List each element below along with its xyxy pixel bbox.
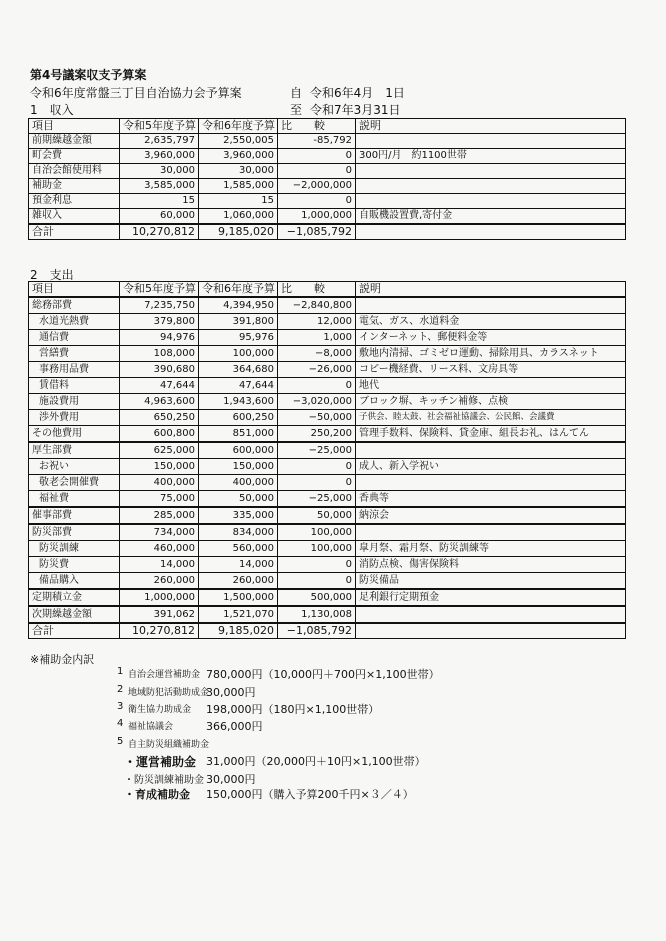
document-title: 第4号議案収支予算案: [30, 68, 147, 82]
difference: -85,792: [278, 134, 356, 149]
r6-budget: 1,500,000: [199, 589, 278, 606]
difference: 0: [278, 475, 356, 491]
expense-section-label: 2 支出: [30, 268, 74, 282]
document-subtitle: 令和6年度常盤三丁目自治協力会予算案: [30, 86, 242, 100]
table-row: [29, 410, 626, 426]
total-note: [356, 224, 626, 240]
total-label: 合計: [29, 623, 120, 639]
column-header: 比 較: [278, 282, 356, 298]
row-item: 防災訓練: [29, 541, 120, 557]
row-note: 納涼会: [356, 507, 626, 524]
row-item: 預金利息: [29, 194, 120, 209]
difference: 0: [278, 164, 356, 179]
total-r6: 9,185,020: [199, 224, 278, 240]
table-row: [29, 524, 626, 541]
table-row: [29, 149, 626, 164]
row-item: 事務用品費: [29, 362, 120, 378]
r5-budget: 47,644: [120, 378, 199, 394]
r6-budget: 391,800: [199, 314, 278, 330]
row-item: 営繕費: [29, 346, 120, 362]
table-row: [29, 394, 626, 410]
subsidy-number: 2: [117, 684, 124, 695]
r5-budget: 4,963,600: [120, 394, 199, 410]
row-item: お祝い: [29, 459, 120, 475]
table-row: [29, 134, 626, 149]
difference: 250,200: [278, 426, 356, 443]
r6-budget: 30,000: [199, 164, 278, 179]
column-header: 令和5年度予算: [120, 119, 199, 134]
row-note: 電気、ガス、水道料金: [356, 314, 626, 330]
table-row: [29, 541, 626, 557]
difference: 100,000: [278, 524, 356, 541]
row-note: ブロック塀、キッチン補修、点検: [356, 394, 626, 410]
row-item: 施設費用: [29, 394, 120, 410]
subsidy-amount: 198,000円（180円×1,100世帯）: [206, 703, 380, 716]
table-row: [29, 573, 626, 590]
row-note: 地代: [356, 378, 626, 394]
total-row: [29, 623, 626, 639]
row-note: 足利銀行定期預金: [356, 589, 626, 606]
difference: 50,000: [278, 507, 356, 524]
r6-budget: 600,250: [199, 410, 278, 426]
r5-budget: 1,000,000: [120, 589, 199, 606]
row-item: 水道光熱費: [29, 314, 120, 330]
subsidy-heading: ※補助金内訳: [30, 653, 95, 666]
r5-budget: 3,960,000: [120, 149, 199, 164]
r5-budget: 460,000: [120, 541, 199, 557]
r5-budget: 400,000: [120, 475, 199, 491]
row-note: [356, 194, 626, 209]
column-header: 令和5年度予算: [120, 282, 199, 298]
subsidy-label: 衛生協力助成金: [128, 705, 192, 715]
table-row: [29, 164, 626, 179]
table-row: [29, 378, 626, 394]
subsidy-label: 自治会運営補助金: [128, 670, 201, 680]
table-row: [29, 606, 626, 623]
income-table: [28, 118, 626, 240]
subsidy-sub-amount: 30,000円: [206, 773, 256, 786]
row-note: インターネット、郵便料金等: [356, 330, 626, 346]
total-r6: 9,185,020: [199, 623, 278, 639]
column-header: 説明: [356, 282, 626, 298]
r5-budget: 650,250: [120, 410, 199, 426]
row-item: 防災費: [29, 557, 120, 573]
row-note: [356, 442, 626, 459]
r6-budget: 834,000: [199, 524, 278, 541]
column-header: 令和6年度予算: [199, 282, 278, 298]
r6-budget: 260,000: [199, 573, 278, 590]
period-to: 令和7年3月31日: [310, 103, 401, 117]
r6-budget: 600,000: [199, 442, 278, 459]
r5-budget: 2,635,797: [120, 134, 199, 149]
difference: 1,130,008: [278, 606, 356, 623]
subsidy-label: 地域防犯活動助成金: [128, 688, 210, 698]
row-note: [356, 524, 626, 541]
difference: −50,000: [278, 410, 356, 426]
row-item: 渉外費用: [29, 410, 120, 426]
row-note: [356, 475, 626, 491]
r5-budget: 390,680: [120, 362, 199, 378]
table-row: [29, 297, 626, 314]
r5-budget: 734,000: [120, 524, 199, 541]
column-header: 説明: [356, 119, 626, 134]
r6-budget: 2,550,005: [199, 134, 278, 149]
column-header: 項目: [29, 119, 120, 134]
subsidy-sub-amount: 150,000円（購入予算200千円×３／４）: [206, 788, 414, 801]
row-note: 自販機設置費,寄付金: [356, 209, 626, 225]
difference: 0: [278, 378, 356, 394]
table-row: [29, 557, 626, 573]
row-item: 備品購入: [29, 573, 120, 590]
subsidy-label: 福祉協議会: [128, 722, 174, 732]
r6-budget: 1,521,070: [199, 606, 278, 623]
r6-budget: 50,000: [199, 491, 278, 508]
table-row: [29, 475, 626, 491]
difference: −2,840,800: [278, 297, 356, 314]
r5-budget: 94,976: [120, 330, 199, 346]
row-item: 雑収入: [29, 209, 120, 225]
row-item: 厚生部費: [29, 442, 120, 459]
r6-budget: 364,680: [199, 362, 278, 378]
table-row: [29, 589, 626, 606]
r6-budget: 560,000: [199, 541, 278, 557]
total-row: [29, 224, 626, 240]
r6-budget: 95,976: [199, 330, 278, 346]
subsidy-sub-label: ・防災訓練補助金: [124, 775, 204, 786]
r5-budget: 75,000: [120, 491, 199, 508]
total-r5: 10,270,812: [120, 224, 199, 240]
row-item: 通信費: [29, 330, 120, 346]
difference: 1,000: [278, 330, 356, 346]
row-note: 300円/月 約1100世帯: [356, 149, 626, 164]
subsidy-number: 5: [117, 736, 124, 747]
row-note: 防災備品: [356, 573, 626, 590]
row-note: 皐月祭、霜月祭、防災訓練等: [356, 541, 626, 557]
row-note: [356, 134, 626, 149]
row-item: 町会費: [29, 149, 120, 164]
table-row: [29, 507, 626, 524]
subsidy-amount: 30,000円: [206, 686, 256, 699]
row-note: [356, 606, 626, 623]
table-row: [29, 194, 626, 209]
subsidy-number: 1: [117, 666, 124, 677]
r6-budget: 335,000: [199, 507, 278, 524]
r5-budget: 108,000: [120, 346, 199, 362]
row-note: 香典等: [356, 491, 626, 508]
r5-budget: 14,000: [120, 557, 199, 573]
r5-budget: 3,585,000: [120, 179, 199, 194]
table-header-row: [29, 282, 626, 298]
total-note: [356, 623, 626, 639]
row-note: コピー機経費、リース料、文房具等: [356, 362, 626, 378]
subsidy-amount: 780,000円（10,000円＋700円×1,100世帯）: [206, 668, 440, 681]
row-note: 管理手数料、保険料、貸金庫、組長お礼、はんてん: [356, 426, 626, 443]
row-item: 前期繰越金額: [29, 134, 120, 149]
r6-budget: 47,644: [199, 378, 278, 394]
table-row: [29, 346, 626, 362]
row-note: 子供会、睦太鼓、社会福祉協議会、公民館、会議費: [356, 410, 626, 426]
difference: 0: [278, 149, 356, 164]
subsidy-label: 自主防災組織補助金: [128, 740, 210, 750]
r5-budget: 15: [120, 194, 199, 209]
column-header: 比 較: [278, 119, 356, 134]
difference: 100,000: [278, 541, 356, 557]
table-row: [29, 426, 626, 443]
r5-budget: 625,000: [120, 442, 199, 459]
row-note: 成人、新入学祝い: [356, 459, 626, 475]
r6-budget: 100,000: [199, 346, 278, 362]
row-item: 定期積立金: [29, 589, 120, 606]
r5-budget: 7,235,750: [120, 297, 199, 314]
period-from-label: 自: [290, 86, 303, 100]
difference: −2,000,000: [278, 179, 356, 194]
subsidy-number: 3: [117, 701, 124, 712]
row-item: 次期繰越金額: [29, 606, 120, 623]
r6-budget: 1,585,000: [199, 179, 278, 194]
table-row: [29, 459, 626, 475]
difference: −8,000: [278, 346, 356, 362]
difference: 500,000: [278, 589, 356, 606]
row-item: 賃借料: [29, 378, 120, 394]
r6-budget: 150,000: [199, 459, 278, 475]
subsidy-amount: 366,000円: [206, 720, 263, 733]
table-row: [29, 179, 626, 194]
r5-budget: 285,000: [120, 507, 199, 524]
r5-budget: 260,000: [120, 573, 199, 590]
row-note: [356, 297, 626, 314]
r6-budget: 1,060,000: [199, 209, 278, 225]
r5-budget: 30,000: [120, 164, 199, 179]
income-section-label: 1 収入: [30, 103, 74, 117]
difference: −3,020,000: [278, 394, 356, 410]
total-label: 合計: [29, 224, 120, 240]
r5-budget: 600,800: [120, 426, 199, 443]
r6-budget: 1,943,600: [199, 394, 278, 410]
table-row: [29, 209, 626, 225]
table-row: [29, 362, 626, 378]
difference: −26,000: [278, 362, 356, 378]
period-from: 令和6年4月 1日: [310, 86, 405, 100]
row-item: 自治会館使用料: [29, 164, 120, 179]
row-item: 福祉費: [29, 491, 120, 508]
difference: 0: [278, 573, 356, 590]
r6-budget: 14,000: [199, 557, 278, 573]
row-note: [356, 179, 626, 194]
row-item: 総務部費: [29, 297, 120, 314]
row-note: [356, 164, 626, 179]
row-note: 消防点検、傷害保険料: [356, 557, 626, 573]
expense-table: [28, 281, 626, 639]
row-note: 敷地内清掃、ゴミゼロ運動、掃除用具、カラスネット: [356, 346, 626, 362]
total-r5: 10,270,812: [120, 623, 199, 639]
table-row: [29, 442, 626, 459]
row-item: その他費用: [29, 426, 120, 443]
r6-budget: 3,960,000: [199, 149, 278, 164]
difference: 0: [278, 557, 356, 573]
difference: 1,000,000: [278, 209, 356, 225]
subsidy-sub-label: ・運営補助金: [124, 755, 197, 769]
r6-budget: 4,394,950: [199, 297, 278, 314]
difference: 0: [278, 194, 356, 209]
total-difference: −1,085,792: [278, 224, 356, 240]
difference: −25,000: [278, 491, 356, 508]
row-item: 催事部費: [29, 507, 120, 524]
r6-budget: 851,000: [199, 426, 278, 443]
r5-budget: 379,800: [120, 314, 199, 330]
row-item: 防災部費: [29, 524, 120, 541]
difference: 12,000: [278, 314, 356, 330]
row-item: 補助金: [29, 179, 120, 194]
table-row: [29, 330, 626, 346]
column-header: 令和6年度予算: [199, 119, 278, 134]
total-difference: −1,085,792: [278, 623, 356, 639]
subsidy-number: 4: [117, 718, 124, 729]
table-header-row: [29, 119, 626, 134]
table-row: [29, 314, 626, 330]
subsidy-sub-label: ・育成補助金: [124, 788, 190, 801]
r5-budget: 391,062: [120, 606, 199, 623]
r6-budget: 400,000: [199, 475, 278, 491]
difference: 0: [278, 459, 356, 475]
subsidy-sub-amount: 31,000円（20,000円＋10円×1,100世帯）: [206, 755, 426, 768]
column-header: 項目: [29, 282, 120, 298]
r5-budget: 60,000: [120, 209, 199, 225]
r6-budget: 15: [199, 194, 278, 209]
table-row: [29, 491, 626, 508]
period-to-label: 至: [290, 103, 303, 117]
r5-budget: 150,000: [120, 459, 199, 475]
difference: −25,000: [278, 442, 356, 459]
row-item: 敬老会開催費: [29, 475, 120, 491]
